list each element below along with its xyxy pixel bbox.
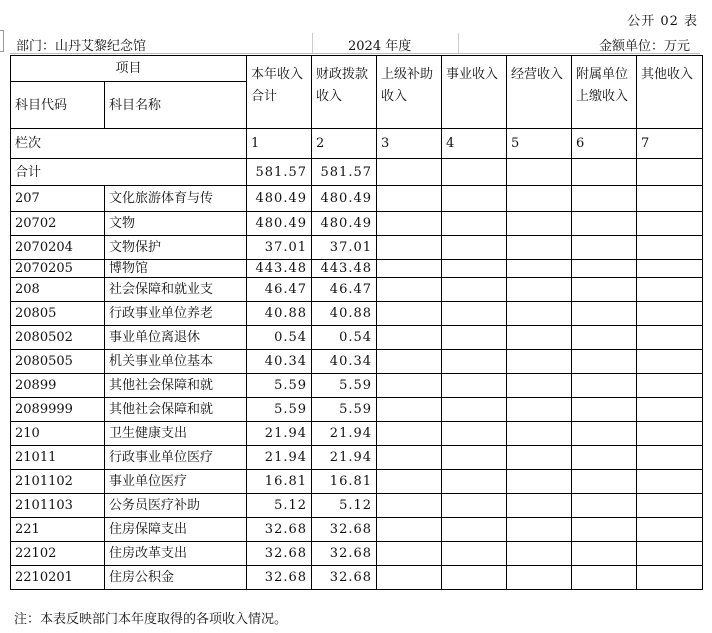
empty-cell [572, 302, 637, 326]
empty-cell [442, 350, 507, 374]
subject-name-cell: 其他社会保障和就 [105, 374, 247, 398]
subject-name-cell: 住房改革支出 [105, 542, 247, 566]
empty-cell [442, 374, 507, 398]
col-header-business: 事业收入 [442, 56, 507, 129]
project-header: 项目 [11, 56, 247, 82]
total-label: 合计 [11, 159, 247, 186]
subject-code-cell: 2089999 [11, 398, 105, 422]
empty-cell [572, 236, 637, 260]
subject-name-cell: 文物 [105, 212, 247, 236]
empty-cell [572, 422, 637, 446]
col-header-operating: 经营收入 [507, 56, 572, 129]
empty-cell [377, 422, 442, 446]
index-cell: 2 [312, 129, 377, 159]
income-total-cell: 5.59 [247, 398, 312, 422]
empty-cell [572, 278, 637, 302]
fiscal-income-cell: 32.68 [312, 518, 377, 542]
empty-cell [377, 374, 442, 398]
empty-cell [442, 326, 507, 350]
income-total-cell: 32.68 [247, 566, 312, 590]
empty-cell [507, 350, 572, 374]
col-header-other: 其他收入 [637, 56, 703, 129]
subject-code-cell: 21011 [11, 446, 105, 470]
fiscal-income-cell: 16.81 [312, 470, 377, 494]
unit-label: 金额单位：万元 [598, 39, 690, 54]
subject-name-cell: 文化旅游体育与传 [105, 186, 247, 212]
index-cell: 7 [637, 129, 703, 159]
subject-code-cell: 2101103 [11, 494, 105, 518]
fiscal-income-cell: 443.48 [312, 260, 377, 278]
table-row [11, 494, 703, 518]
table-row [11, 470, 703, 494]
income-total-cell: 32.68 [247, 542, 312, 566]
income-total-cell: 37.01 [247, 236, 312, 260]
empty-cell [507, 212, 572, 236]
empty-cell [507, 159, 572, 186]
fiscal-income-cell: 46.47 [312, 278, 377, 302]
subject-name-cell: 事业单位医疗 [105, 470, 247, 494]
empty-cell [377, 236, 442, 260]
empty-cell [637, 374, 703, 398]
footnote: 注：本表反映部门本年度取得的各项收入情况。 [14, 612, 288, 627]
subject-name-cell: 事业单位离退休 [105, 326, 247, 350]
income-total-cell: 5.59 [247, 374, 312, 398]
empty-cell [442, 398, 507, 422]
empty-cell [637, 186, 703, 212]
table-row [11, 446, 703, 470]
empty-cell [507, 260, 572, 278]
fiscal-income-cell: 37.01 [312, 236, 377, 260]
empty-cell [572, 542, 637, 566]
empty-cell [637, 566, 703, 590]
table-row [11, 236, 703, 260]
subject-code-cell: 221 [11, 518, 105, 542]
fiscal-income-cell: 5.59 [312, 398, 377, 422]
empty-cell [377, 398, 442, 422]
empty-cell [572, 186, 637, 212]
income-table [10, 55, 703, 590]
subject-name-cell: 住房公积金 [105, 566, 247, 590]
empty-cell [507, 470, 572, 494]
fiscal-income-cell: 40.88 [312, 302, 377, 326]
empty-cell [507, 302, 572, 326]
table-row [11, 542, 703, 566]
empty-cell [637, 494, 703, 518]
empty-cell [572, 350, 637, 374]
empty-cell [442, 494, 507, 518]
empty-cell [507, 326, 572, 350]
header-bar [10, 33, 700, 54]
fiscal-income-cell: 21.94 [312, 446, 377, 470]
subject-name-cell: 卫生健康支出 [105, 422, 247, 446]
form-code: 公开 02 表 [627, 14, 698, 29]
income-total-cell: 32.68 [247, 518, 312, 542]
empty-cell [377, 260, 442, 278]
empty-cell [442, 446, 507, 470]
fiscal-income-cell: 480.49 [312, 186, 377, 212]
subject-code-cell: 22102 [11, 542, 105, 566]
empty-cell [572, 398, 637, 422]
empty-cell [442, 542, 507, 566]
fiscal-income-cell: 5.59 [312, 374, 377, 398]
subject-name-cell: 行政事业单位医疗 [105, 446, 247, 470]
empty-cell [572, 494, 637, 518]
header-divider [312, 33, 313, 53]
subject-name-cell: 公务员医疗补助 [105, 494, 247, 518]
empty-cell [637, 470, 703, 494]
empty-cell [442, 422, 507, 446]
fiscal-income-cell: 5.12 [312, 494, 377, 518]
income-total-cell: 46.47 [247, 278, 312, 302]
empty-cell [377, 186, 442, 212]
empty-cell [442, 260, 507, 278]
empty-cell [442, 470, 507, 494]
empty-cell [507, 518, 572, 542]
table-row [11, 374, 703, 398]
empty-cell [377, 446, 442, 470]
empty-cell [572, 446, 637, 470]
year-label: 2024 年度 [348, 39, 412, 54]
index-cell: 5 [507, 129, 572, 159]
col-header-superior: 上级补助收入 [377, 56, 442, 129]
income-total-cell: 40.34 [247, 350, 312, 374]
table-row [11, 260, 703, 278]
subject-code-cell: 2080502 [11, 326, 105, 350]
fiscal-income-cell: 0.54 [312, 326, 377, 350]
empty-cell [572, 374, 637, 398]
total-fiscal-cell: 581.57 [312, 159, 377, 186]
col-header-total: 本年收入合计 [247, 56, 312, 129]
empty-cell [442, 236, 507, 260]
empty-cell [637, 159, 703, 186]
table-row [11, 186, 703, 212]
table-row [11, 302, 703, 326]
empty-cell [572, 260, 637, 278]
empty-cell [377, 278, 442, 302]
empty-cell [637, 542, 703, 566]
subject-code-cell: 2080505 [11, 350, 105, 374]
empty-cell [377, 302, 442, 326]
empty-cell [637, 278, 703, 302]
table-row [11, 566, 703, 590]
table-row [11, 398, 703, 422]
subject-code-cell: 207 [11, 186, 105, 212]
subject-code-cell: 20899 [11, 374, 105, 398]
empty-cell [507, 494, 572, 518]
total-income-cell: 581.57 [247, 159, 312, 186]
empty-cell [572, 212, 637, 236]
fiscal-income-cell: 21.94 [312, 422, 377, 446]
fiscal-income-cell: 480.49 [312, 212, 377, 236]
subject-name-cell: 博物馆 [105, 260, 247, 278]
empty-cell [637, 350, 703, 374]
index-cell: 4 [442, 129, 507, 159]
empty-cell [377, 159, 442, 186]
total-row [11, 159, 703, 186]
subject-name-cell: 社会保障和就业支 [105, 278, 247, 302]
col-header-affiliated: 附属单位上缴收入 [572, 56, 637, 129]
empty-cell [377, 470, 442, 494]
income-total-cell: 0.54 [247, 326, 312, 350]
index-row [11, 129, 703, 159]
subject-code-cell: 20702 [11, 212, 105, 236]
subject-code-cell: 210 [11, 422, 105, 446]
empty-cell [637, 422, 703, 446]
empty-cell [637, 212, 703, 236]
empty-cell [507, 566, 572, 590]
table-row [11, 422, 703, 446]
empty-cell [442, 212, 507, 236]
fiscal-income-cell: 40.34 [312, 350, 377, 374]
subject-name-cell: 机关事业单位基本 [105, 350, 247, 374]
subject-code-cell: 20805 [11, 302, 105, 326]
empty-cell [377, 350, 442, 374]
subject-code-cell: 2101102 [11, 470, 105, 494]
subject-code-cell: 2070204 [11, 236, 105, 260]
income-total-cell: 480.49 [247, 186, 312, 212]
subject-name-cell: 其他社会保障和就 [105, 398, 247, 422]
income-total-cell: 21.94 [247, 446, 312, 470]
empty-cell [507, 236, 572, 260]
empty-cell [507, 374, 572, 398]
fiscal-income-cell: 32.68 [312, 566, 377, 590]
empty-cell [507, 446, 572, 470]
empty-cell [442, 566, 507, 590]
col-header-fiscal: 财政拨款收入 [312, 56, 377, 129]
table-row [11, 212, 703, 236]
empty-cell [377, 326, 442, 350]
table-row [11, 518, 703, 542]
empty-cell [637, 302, 703, 326]
empty-cell [377, 542, 442, 566]
empty-cell [572, 470, 637, 494]
table-row [11, 350, 703, 374]
empty-cell [637, 236, 703, 260]
income-total-cell: 40.88 [247, 302, 312, 326]
empty-cell [377, 566, 442, 590]
empty-cell [377, 494, 442, 518]
income-total-cell: 480.49 [247, 212, 312, 236]
department-label: 部门：山丹艾黎纪念馆 [16, 39, 147, 54]
empty-cell [507, 422, 572, 446]
header-divider [458, 33, 459, 53]
index-cell: 6 [572, 129, 637, 159]
empty-cell [442, 518, 507, 542]
income-total-cell: 16.81 [247, 470, 312, 494]
empty-cell [637, 518, 703, 542]
empty-cell [507, 278, 572, 302]
empty-cell [507, 542, 572, 566]
subject-name-cell: 住房保障支出 [105, 518, 247, 542]
empty-cell [377, 212, 442, 236]
empty-cell [442, 278, 507, 302]
subject-name-cell: 文物保护 [105, 236, 247, 260]
empty-cell [442, 302, 507, 326]
col-header-code: 科目代码 [11, 82, 105, 129]
empty-cell [507, 186, 572, 212]
empty-cell [572, 159, 637, 186]
fiscal-income-cell: 32.68 [312, 542, 377, 566]
subject-code-cell: 2210201 [11, 566, 105, 590]
empty-cell [442, 186, 507, 212]
index-cell: 3 [377, 129, 442, 159]
subject-name-cell: 行政事业单位养老 [105, 302, 247, 326]
empty-cell [637, 326, 703, 350]
empty-cell [507, 398, 572, 422]
empty-cell [572, 326, 637, 350]
index-label: 栏次 [11, 129, 247, 159]
empty-cell [572, 518, 637, 542]
subject-code-cell: 2070205 [11, 260, 105, 278]
row-header-edge [0, 30, 4, 52]
index-cell: 1 [247, 129, 312, 159]
income-total-cell: 21.94 [247, 422, 312, 446]
empty-cell [637, 446, 703, 470]
col-header-name: 科目名称 [105, 82, 247, 129]
table-row [11, 278, 703, 302]
empty-cell [572, 566, 637, 590]
empty-cell [637, 260, 703, 278]
income-total-cell: 5.12 [247, 494, 312, 518]
empty-cell [637, 398, 703, 422]
income-total-cell: 443.48 [247, 260, 312, 278]
subject-code-cell: 208 [11, 278, 105, 302]
empty-cell [442, 159, 507, 186]
table-row [11, 326, 703, 350]
empty-cell [377, 518, 442, 542]
